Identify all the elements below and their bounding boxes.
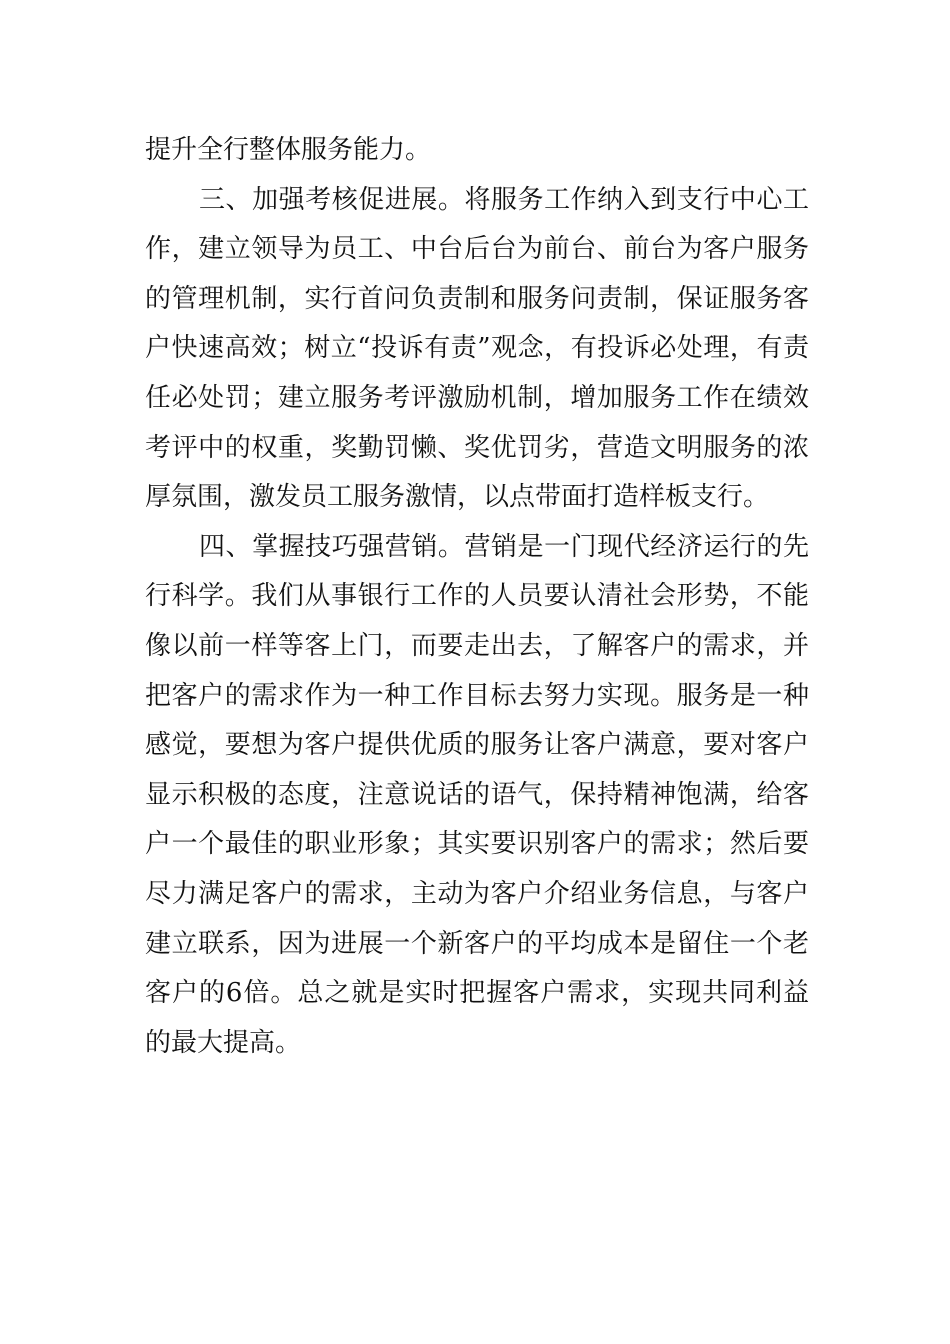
paragraph-section-four: 四、掌握技巧强营销。营销是一门现代经济运行的先行科学。我们从事银行工作的人员要认清社会形势，不能像以前一样等客上门，而要走出去，了解客户的需求，并把客户的需求作为一种工作目标去努力实现。服务是一种感觉，要想为客户提供优质的服务让客户满意，要对客户显示积极的态度，注意说话的语气，保持精神饱满，给客户一个最佳的职业形象；其实要识别客户的需求；然后要尽力满足客户的需求，主动为客户介绍业务信息，与客户建立联系，因为进展一个新客户的平均成本是留住一个老客户的6倍。总之就是实时把握客户需求，实现共同利益的最大提高。 — [145, 531, 809, 1058]
paragraph-continuation: 提升全行整体服务能力。 — [145, 135, 432, 165]
body-text — [145, 126, 809, 1068]
paragraph-section-three: 三、加强考核促进展。将服务工作纳入到支行中心工作，建立领导为员工、中台后台为前台、前台为客户服务的管理机制，实行首问负责制和服务问责制，保证服务客户快速高效；树立“投诉有责”观念，有投诉必处理，有责任必处罚；建立服务考评激励机制，增加服务工作在绩效考评中的权重，奖勤罚懒、奖优罚劣，营造文明服务的浓厚氛围，激发员工服务激情，以点带面打造样板支行。 — [145, 184, 809, 513]
